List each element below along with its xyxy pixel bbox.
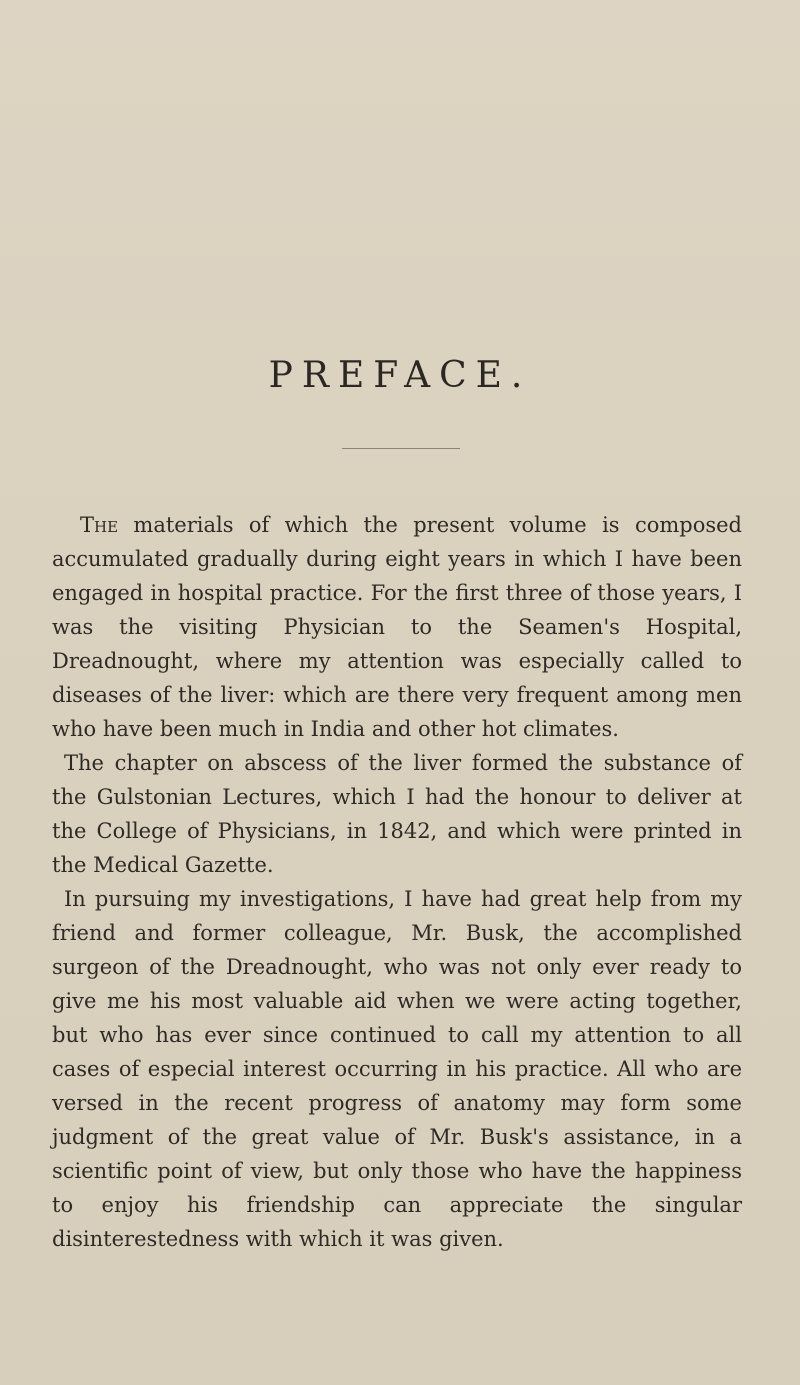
page-heading: PREFACE. <box>268 355 532 396</box>
heading-divider <box>342 448 460 449</box>
paragraph-2: The chapter on abscess of the liver formed the substance of the Gulstonian Lectures, which I had the honour to deliver at the College of Physicians, in 1842, and which were printed in the Medical Gazette. <box>52 751 742 877</box>
paragraph-1-lead: The <box>80 513 119 537</box>
preface-body <box>52 508 742 1256</box>
paragraph-3: In pursuing my investigations, I have had great help from my friend and former colleague, Mr. Busk, the accomplished surgeon of the Dreadnought, who was not only ever ready to give me his most valuable aid when we were acting together, but who has ever since continued to call my attention to all cases of especial interest occurring in his practice. All who are versed in the recent progress of anatomy may form some judgment of the great value of Mr. Busk's assistance, in a scientific point of view, but only those who have the happiness to enjoy his friendship can appreciate the singular disinterestedness with which it was given. <box>52 887 742 1251</box>
paragraph-1 <box>52 508 742 746</box>
paragraph-1-text: materials of which the present volume is composed accumulated gradually during eight years in which I have been engaged in hospital practice. For the first three of those years, I was the visiting Physician to the Seamen's Hospital, Dreadnought, where my attention was especially called to diseases of the liver: which are there very frequent among men who have been much in India and other hot climates. <box>52 513 742 741</box>
